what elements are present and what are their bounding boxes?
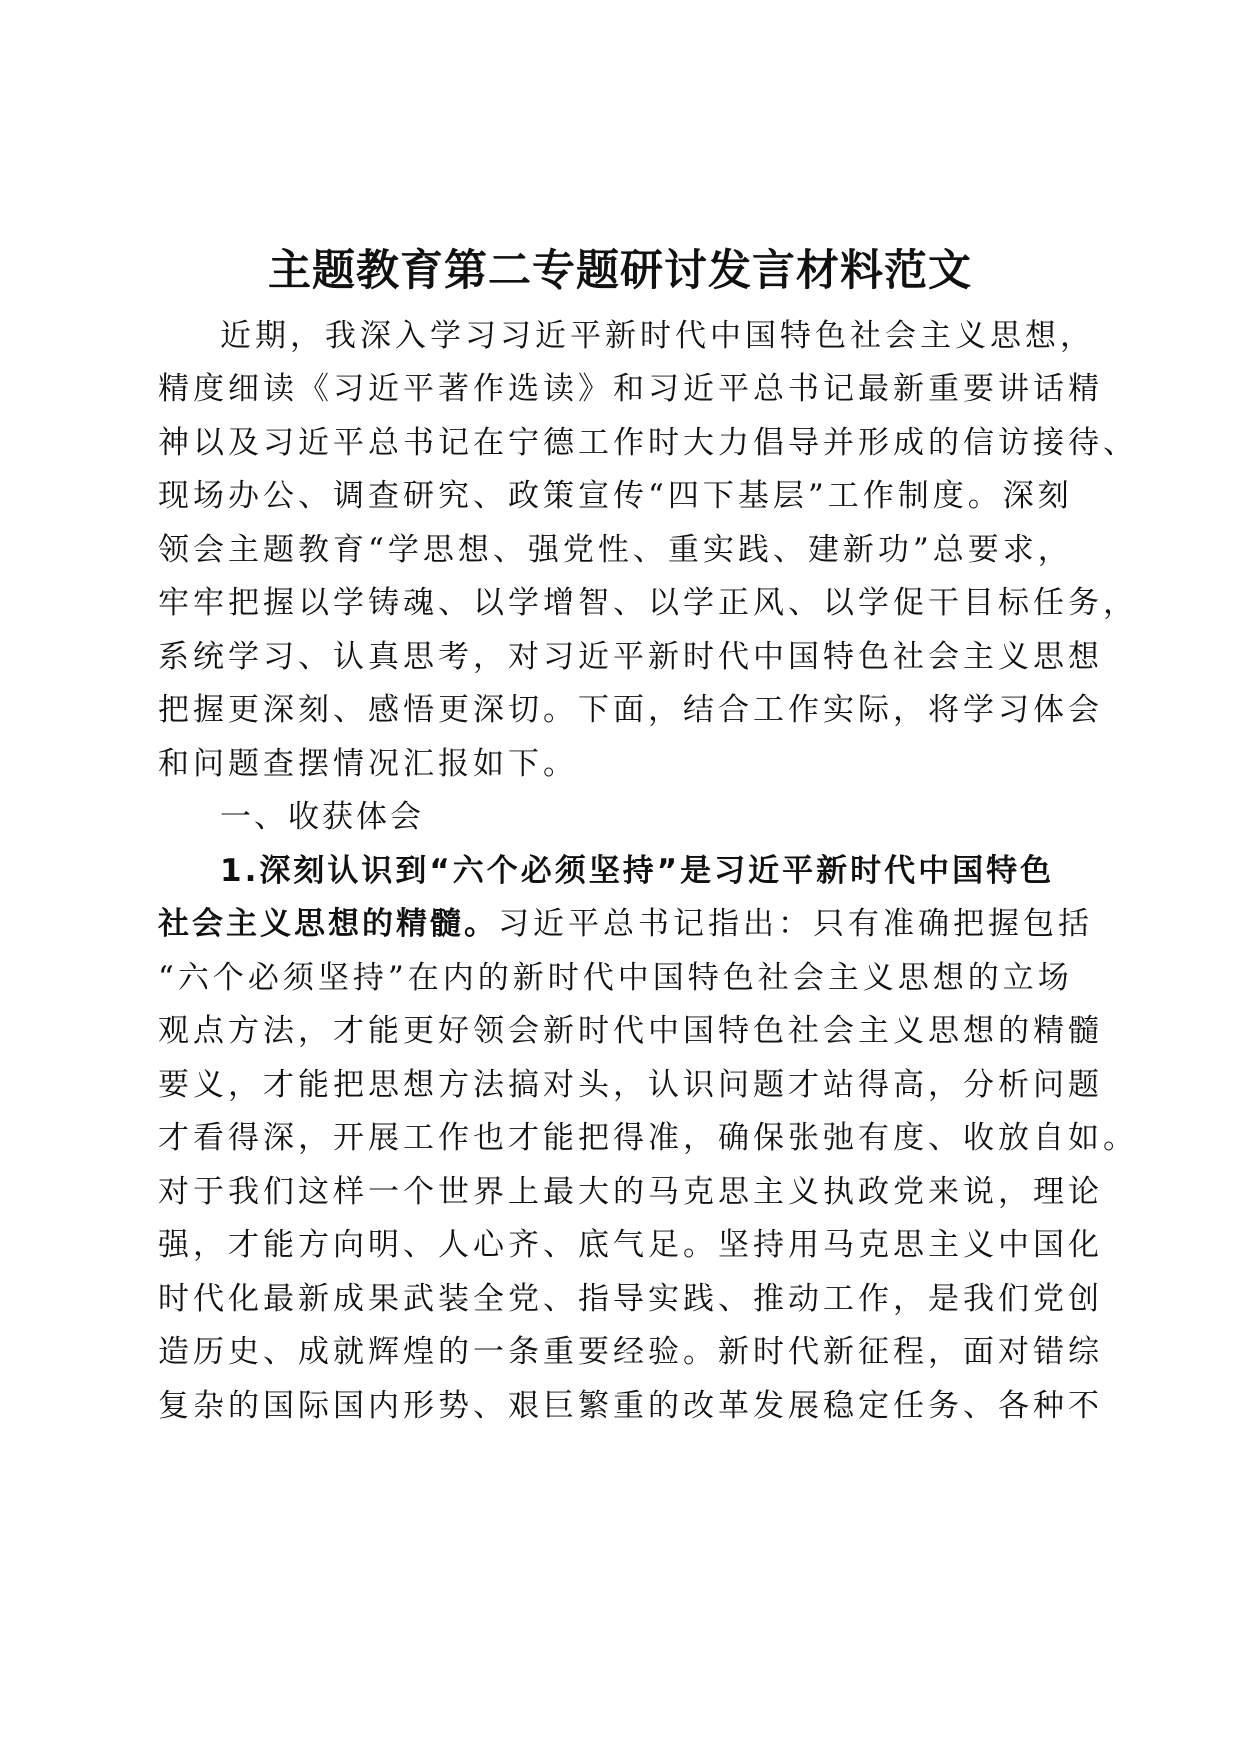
paragraph-line: 把握更深刻、感悟更深切。下面，结合工作实际，将学习体会 xyxy=(158,692,1103,728)
paragraph-line: 领会主题教育“学思想、强党性、重实践、建新功”总要求， xyxy=(158,532,1073,568)
paragraph-line: 强，才能方向明、人心齐、底气足。坚持用马克思主义中国化 xyxy=(158,1227,1103,1263)
document-title: 主题教育第二专题研讨发言材料范文 xyxy=(268,246,972,296)
paragraph-line: 对于我们这样一个世界上最大的马克思主义执政党来说，理论 xyxy=(158,1174,1103,1210)
paragraph-line: 造历史、成就辉煌的一条重要经验。新时代新征程，面对错综 xyxy=(158,1334,1103,1370)
paragraph-line: 系统学习、认真思考，对习近平新时代中国特色社会主义思想 xyxy=(158,639,1103,675)
item-body-start: 习近平总书记指出：只有准确把握包括 xyxy=(498,906,1093,942)
paragraph-line: 神以及习近平总书记在宁德工作时大力倡导并形成的信访接待、 xyxy=(158,425,1138,461)
section-heading: 一、收获体会 xyxy=(220,799,424,835)
item-heading-tail: 社会主义思想的精髓。 xyxy=(158,906,498,942)
paragraph-line: 精度细读《习近平著作选读》和习近平总书记最新重要讲话精 xyxy=(158,371,1103,407)
paragraph-line: 才看得深，开展工作也才能把得准，确保张弛有度、收放自如。 xyxy=(158,1120,1138,1156)
paragraph-line: 牢牢把握以学铸魂、以学增智、以学正风、以学促干目标任务， xyxy=(158,585,1138,621)
paragraph-line: “六个必须坚持”在内的新时代中国特色社会主义思想的立场 xyxy=(158,960,1073,996)
item-heading-line-mixed xyxy=(158,904,1098,944)
item-heading-line: 1.深刻认识到“六个必须坚持”是习近平新时代中国特色 xyxy=(220,853,1055,889)
paragraph-line: 要义，才能把思想方法搞对头，认识问题才站得高，分析问题 xyxy=(158,1067,1103,1103)
paragraph-line: 近期，我深入学习习近平新时代中国特色社会主义思想， xyxy=(220,318,1095,354)
paragraph-line: 观点方法，才能更好领会新时代中国特色社会主义思想的精髓 xyxy=(158,1013,1103,1049)
paragraph-line: 复杂的国际国内形势、艰巨繁重的改革发展稳定任务、各种不 xyxy=(158,1388,1103,1424)
paragraph-line: 现场办公、调查研究、政策宣传“四下基层”工作制度。深刻 xyxy=(158,478,1073,514)
paragraph-line: 和问题查摆情况汇报如下。 xyxy=(158,746,578,782)
paragraph-line: 时代化最新成果武装全党、指导实践、推动工作，是我们党创 xyxy=(158,1281,1103,1317)
